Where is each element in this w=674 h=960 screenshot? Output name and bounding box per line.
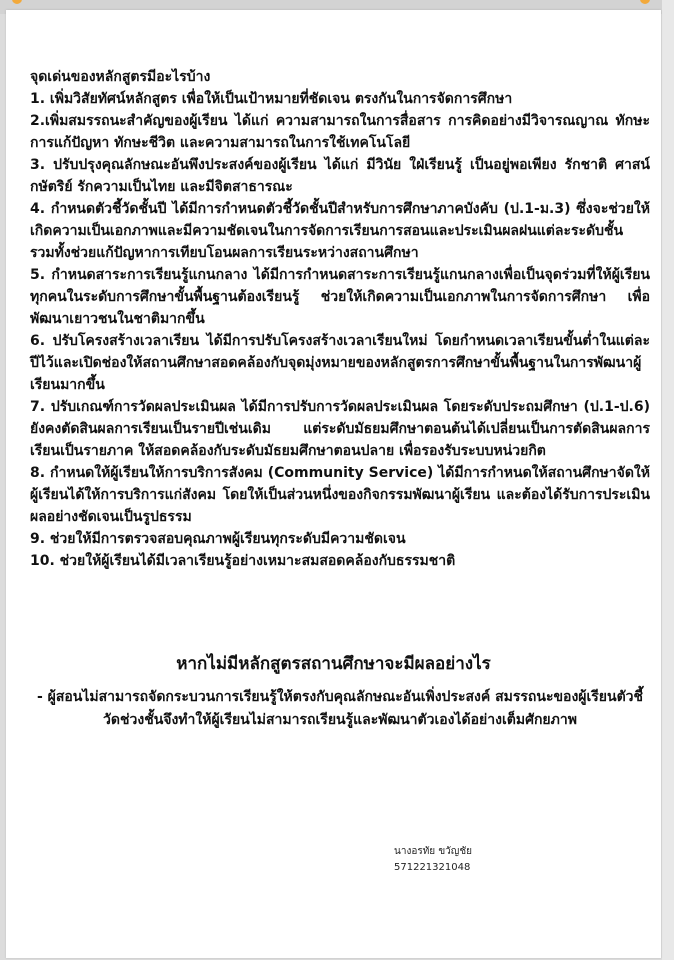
list-item-6: 6. ปรับโครงสร้างเวลาเรียน ได้มีการปรับโครงสร้างเวลาเรียนใหม่ โดยกำหนดเวลาเรียนขั้นต่ำในแต่ละปีไว้และเปิดช่องให้สถานศึกษาสอดคล้องกับจุดมุ่งหมายของหลักสูตรการศึกษาขั้นพื้นฐานในการพัฒนาผู้เรียนมากขึ้น [30, 333, 650, 393]
list-item-7: 7. ปรับเกณฑ์การวัดผลประเมินผล ได้มีการปรับการวัดผลประเมินผล โดยระดับประถมศึกษา (ป.1-ป.6) ยังคงตัดสินผลการเรียนเป็นรายปีเช่นเดิม แต่ระดับมัธยมศึกษาตอนต้นได้เปลี่ยนเป็นการตัดสินผลการเรียนเป็นรายภาค ให้สอดคล้องกับระดับมัธยมศึกษาตอนปลาย เพื่อรองรับระบบหน่วยกิต [30, 399, 650, 459]
signature-block [394, 844, 472, 876]
list-item-4: 4. กำหนดตัวชี้วัดชั้นปี ได้มีการกำหนดตัวชี้วัดชั้นปีสำหรับการศึกษาภาคบังคับ (ป.1-ม.3) ซึ่งจะช่วยให้เกิดความเป็นเอกภาพและมีความชัดเจนในการจัดการเรียนการสอนและประเมินผลฝนแต่ละระดับชั้น รวมทั้งช่วยแก้ปัญหาการเทียบโอนผลการเรียนระหว่างสถานศึกษา [30, 201, 650, 261]
page-edge [662, 0, 674, 960]
list-item-10: 10. ช่วยให้ผู้เรียนได้มีเวลาเรียนรู้อย่างเหมาะสมสอดคล้องกับธรรมชาติ [30, 553, 456, 569]
document-heading: จุดเด่นของหลักสูตรมีอะไรบ้าง [30, 69, 211, 85]
author-name: นางอรทัย ขวัญชัย [394, 846, 472, 857]
top-right-marker [640, 0, 650, 4]
student-id: 571221321048 [394, 862, 471, 873]
list-item-1: 1. เพิ่มวิสัยทัศน์หลักสูตร เพื่อให้เป็นเป้าหมายที่ชัดเจน ตรงกันในการจัดการศึกษา [30, 91, 513, 107]
section-body: - ผู้สอนไม่สามารถจัดกระบวนการเรียนรู้ให้ตรงกับคุณลักษณะอันเพิ่งประสงค์ สมรรถนะของผู้เรียนตัวชี้วัดช่วงชั้นจึงทำให้ผู้เรียนไม่สามารถเรียนรู้และพัฒนาตัวเองได้อย่างเต็มศักยภาพ [36, 689, 644, 728]
document-content [30, 66, 650, 572]
list-item-2: 2.เพิ่มสมรรถนะสำคัญของผู้เรียน ได้แก่ ความสามารถในการสื่อสาร การคิดอย่างมีวิจารณญาณ ทักษะการแก้ปัญหา ทักษะชีวิต และความสามารถในการใช้เทคโนโลยี [30, 113, 650, 151]
top-left-marker [12, 0, 22, 4]
document-page [6, 10, 661, 958]
list-item-5: 5. กำหนดสาระการเรียนรู้แกนกลาง ได้มีการกำหนดสาระการเรียนรู้แกนกลางเพื่อเป็นจุดร่วมที่ให้ผู้เรียนทุกคนในระดับการศึกษาขั้นพื้นฐานต้องเรียนรู้ ช่วยให้เกิดความเป็นเอกภาพในการจัดการศึกษา เพื่อพัฒนาเยาวชนในชาติมากขึ้น [30, 267, 650, 327]
list-item-8: 8. กำหนดให้ผู้เรียนให้การบริการสังคม (Community Service) ได้มีการกำหนดให้สถานศึกษาจัดให้ผู้เรียนได้ให้การบริการแก่สังคม โดยให้เป็นส่วนหนึ่งของกิจกรรมพัฒนาผู้เรียน และต้องได้รับการประเมินผลอย่างชัดเจนเป็นรูปธรรม [30, 465, 650, 525]
list-item-9: 9. ช่วยให้มีการตรวจสอบคุณภาพผู้เรียนทุกระดับมีความชัดเจน [30, 531, 406, 547]
section-title: หากไม่มีหลักสูตรสถานศึกษาจะมีผลอย่างไร [176, 654, 491, 674]
list-item-3: 3. ปรับปรุงคุณลักษณะอันพึงประสงค์ของผู้เรียน ได้แก่ มีวินัย ใฝ่เรียนรู้ เป็นอยู่พอเพียง รักชาติ ศาสน์ กษัตริย์ รักความเป็นไทย และมีจิตสาธารณะ [30, 157, 650, 195]
